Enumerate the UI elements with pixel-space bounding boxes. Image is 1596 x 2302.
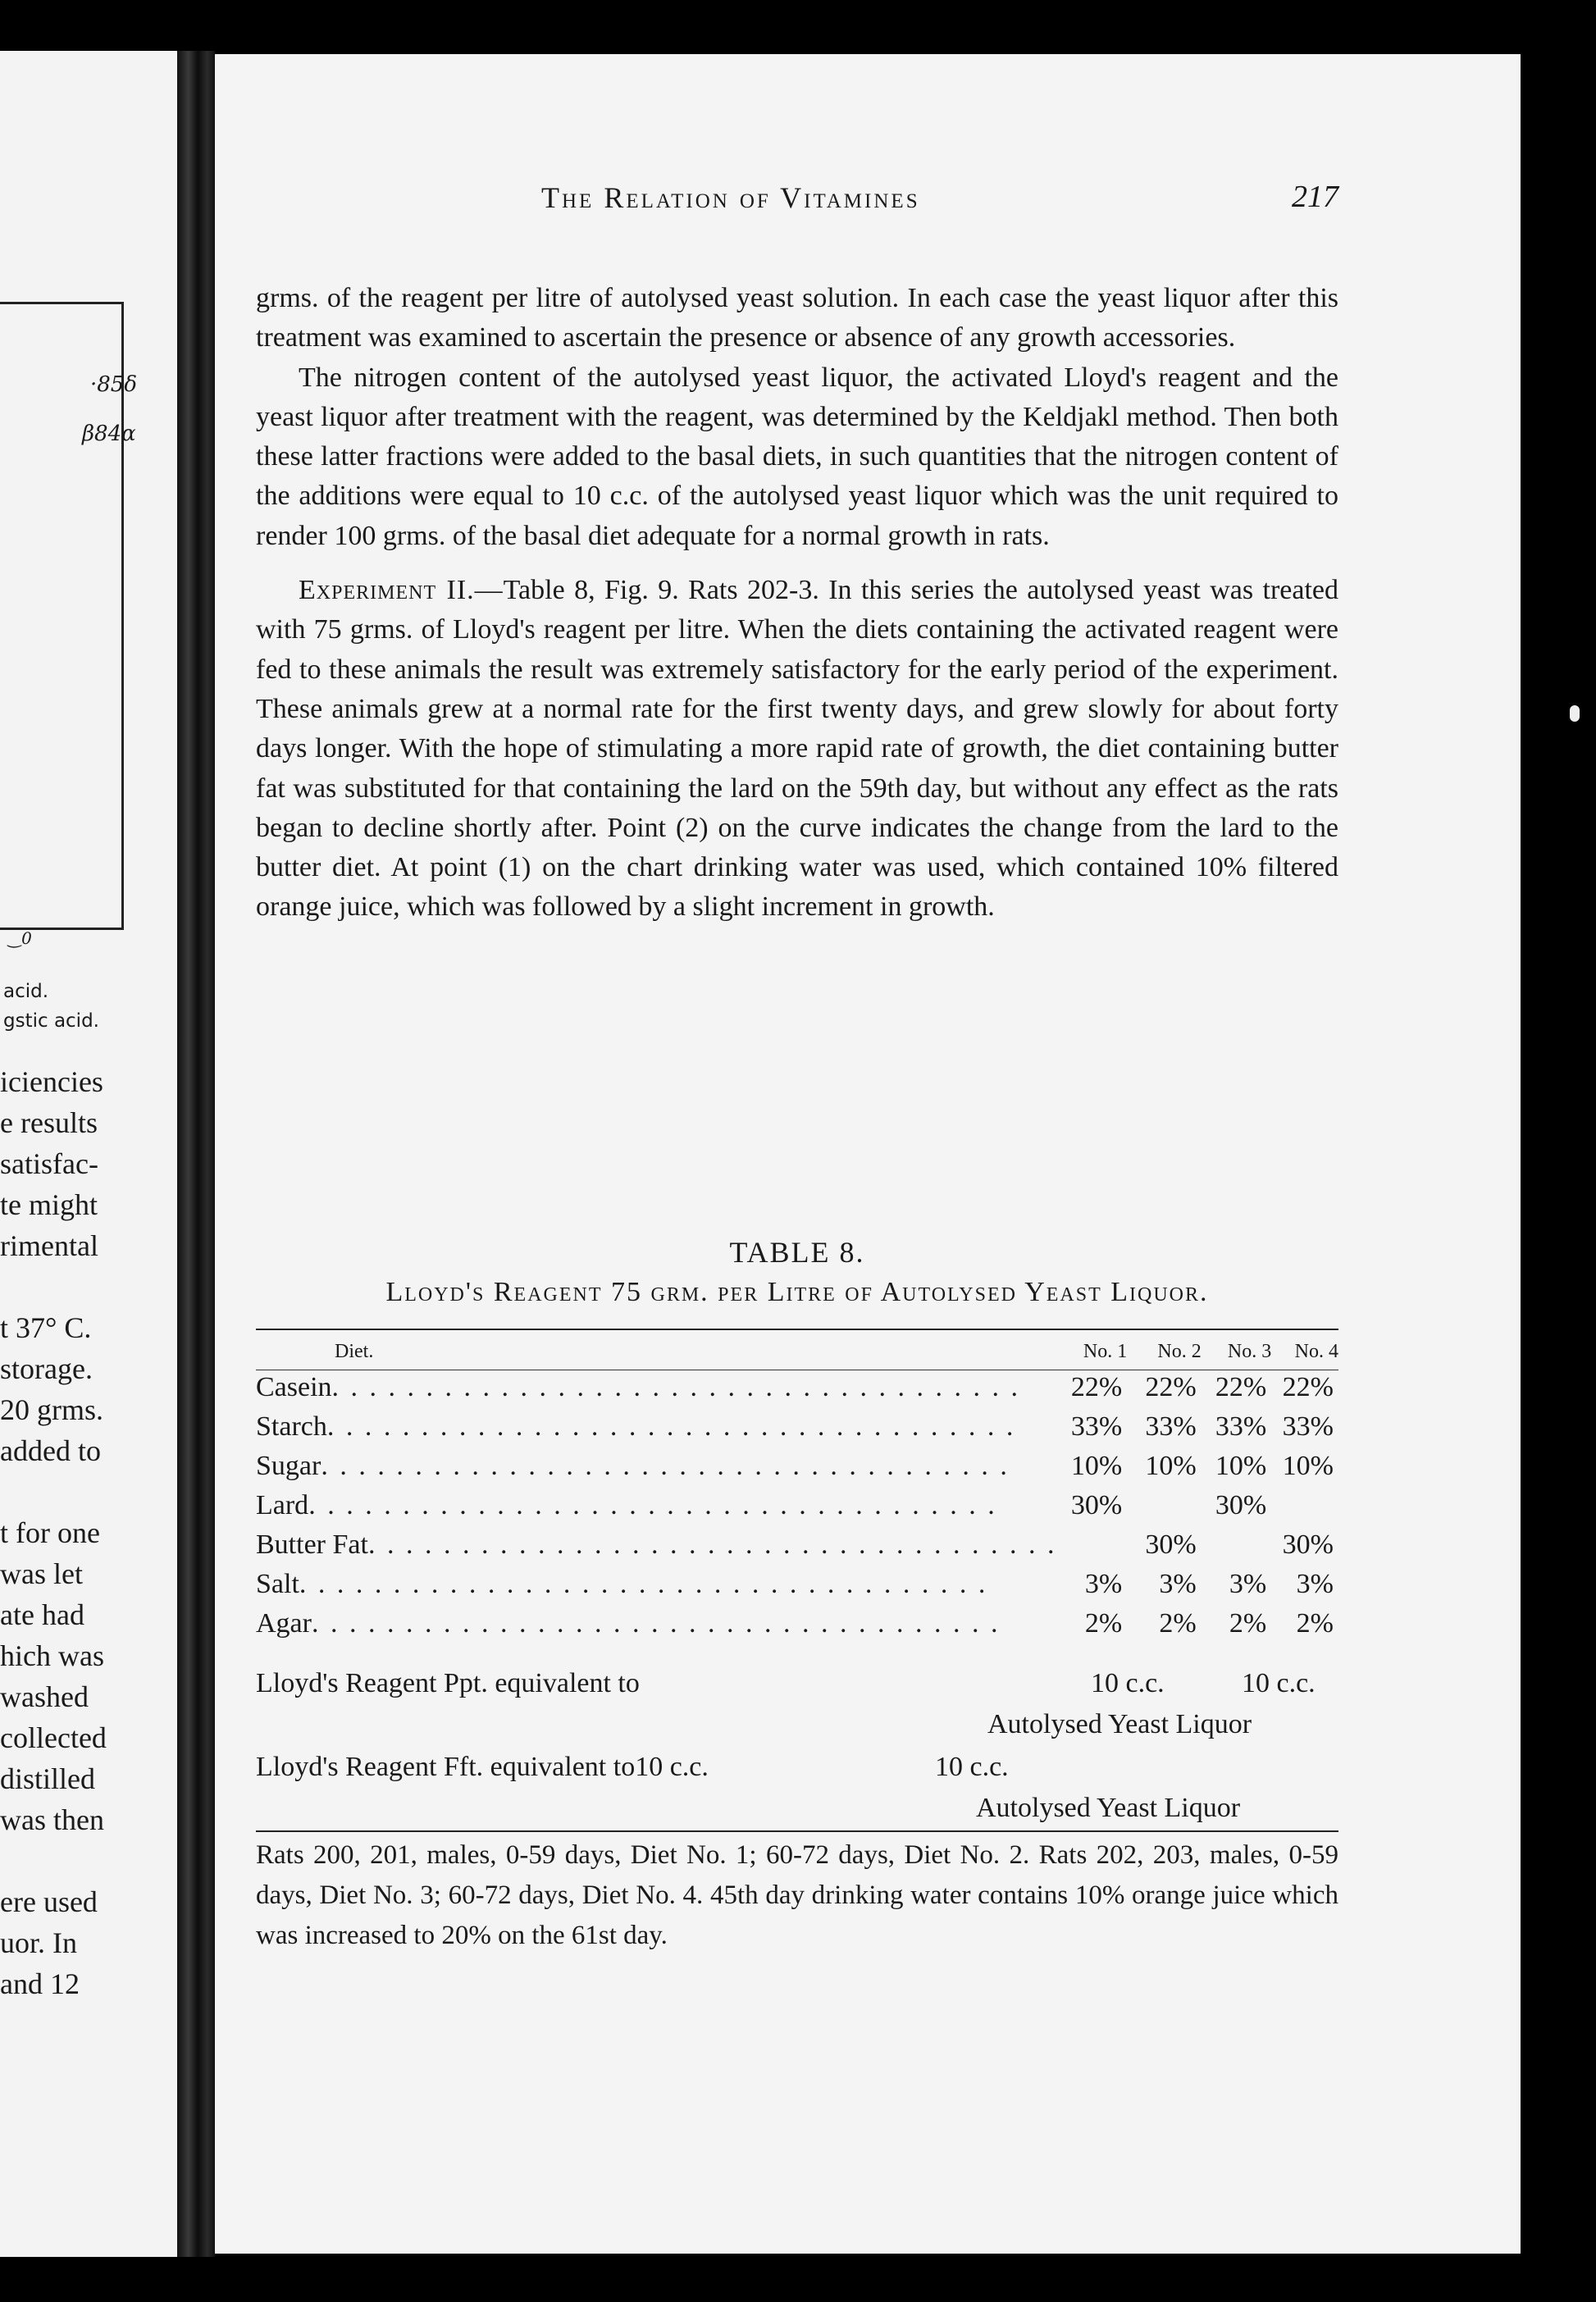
row-label-cell: Butter Fat . . . . . . . . . . . . . . . . . . . . . . . . . . . . . . . . . . . . .: [256, 1529, 1057, 1560]
table-cell: [1127, 1486, 1202, 1525]
margin-mark: [1570, 705, 1580, 722]
table-title: TABLE 8.: [729, 1236, 865, 1269]
table-row: [256, 1604, 1338, 1643]
table-caption: Lloyd's Reagent 75 grm. per Litre of Autolysed Yeast Liquor.: [385, 1277, 1209, 1307]
table-cell: 2%: [1159, 1608, 1197, 1639]
row-label: Salt: [256, 1569, 299, 1599]
table-cell: 10%: [1070, 1451, 1123, 1481]
row-label-cell: Starch . . . . . . . . . . . . . . . . . . . . . . . . . . . . . . . . . . . . .: [256, 1411, 1016, 1442]
row-label: Agar: [256, 1608, 312, 1639]
experiment-heading: Experiment II.—: [299, 575, 504, 606]
table-cell: 22%: [1070, 1372, 1123, 1402]
figure-label: ‿0: [8, 928, 32, 948]
table-cell: 22%: [1145, 1372, 1197, 1402]
paragraph-text: Table 8, Fig. 9. Rats 202-3. In this series the autolysed yeast was treated with 75 grms. of Lloyd's reagent per litre. When the diets containing the activated reagent were fed to these animals the result was extremely satisfactory for the early period of the experiment. These animals grew at a normal rate for the first twenty days, and grew slowly for about forty days longer. With the hope of stimulating a more rapid rate of growth, the diet containing butter fat was substituted for that containing the lard on the 59th day, but without any effect as the rats began to decline shortly after. Point (2) on the curve indicates the change from the lard to the butter diet. At point (1) on the chart drinking water was used, which contained 10% filtered orange juice, which was followed by a slight increment in growth.: [256, 575, 1338, 923]
row-label: Sugar: [256, 1451, 321, 1481]
table-cell: 3%: [1296, 1569, 1334, 1599]
diet-table: [256, 1335, 1338, 1643]
left-page-line: t for one: [0, 1516, 100, 1549]
fft-label: Lloyd's Reagent Fft. equivalent to10 c.c.: [256, 1752, 709, 1782]
left-page-line: iciencies: [0, 1065, 103, 1098]
ppt-label: Lloyd's Reagent Ppt. equivalent to: [256, 1668, 640, 1698]
row-label: Lard: [256, 1490, 309, 1520]
running-title: The Relation of Vitamines: [541, 181, 920, 214]
row-label: Butter Fat: [256, 1529, 368, 1560]
table-bottom-rule: [256, 1830, 1338, 1832]
left-page-line: storage.: [0, 1352, 93, 1385]
table-row: [256, 1368, 1338, 1407]
figure-caption: gstic acid.: [3, 1010, 99, 1032]
running-header: [328, 179, 1338, 228]
row-label-cell: Sugar . . . . . . . . . . . . . . . . . . . . . . . . . . . . . . . . . . . . .: [256, 1451, 1010, 1481]
left-page-line: hich was: [0, 1639, 104, 1672]
page-number: 217: [1292, 180, 1338, 214]
table-row: [256, 1565, 1338, 1604]
table-cell: 22%: [1282, 1372, 1334, 1402]
table-cell: 10%: [1282, 1451, 1334, 1481]
table-cell: 33%: [1145, 1411, 1197, 1442]
table-cell: 22%: [1215, 1372, 1267, 1402]
left-page-line: te might: [0, 1188, 98, 1221]
left-page-line: ere used: [0, 1885, 98, 1918]
body-text: [256, 279, 1338, 928]
table-cell: 33%: [1070, 1411, 1123, 1442]
figure-caption: acid.: [3, 981, 49, 1002]
table-footnote: Rats 200, 201, males, 0-59 days, Diet No. 1; 60-72 days, Diet No. 2. Rats 202, 203, males, 0-59 days, Diet No. 3; 60-72 days, Diet No. 4. 45th day drinking water contains 10% orange juice which was increased to 20% on the 61st day.: [256, 1840, 1338, 1950]
left-page-line: distilled: [0, 1762, 95, 1795]
table-row: [256, 1525, 1338, 1565]
row-label: Starch: [256, 1411, 327, 1442]
row-label-cell: Salt . . . . . . . . . . . . . . . . . . . . . . . . . . . . . . . . . . . . .: [256, 1569, 988, 1599]
left-page-line: satisfac-: [0, 1147, 98, 1180]
book-spine: [177, 51, 215, 2257]
row-label: Casein: [256, 1372, 332, 1402]
left-page-line: uor. In: [0, 1926, 77, 1959]
left-page-line: e results: [0, 1106, 98, 1139]
left-page-line: added to: [0, 1434, 101, 1467]
left-page-line: rimental: [0, 1229, 98, 1262]
table-cell: 33%: [1282, 1411, 1334, 1442]
column-header: No. 1: [1083, 1340, 1128, 1362]
fft-value: 10 c.c.: [935, 1752, 1009, 1782]
left-page-line: washed: [0, 1680, 89, 1713]
paragraph: [256, 571, 1338, 928]
table-cell: 3%: [1229, 1569, 1267, 1599]
table-cell: 30%: [1070, 1490, 1123, 1520]
row-label-cell: Lard . . . . . . . . . . . . . . . . . . . . . . . . . . . . . . . . . . . . .: [256, 1490, 997, 1520]
table-row: [256, 1447, 1338, 1486]
table-cell: 33%: [1215, 1411, 1267, 1442]
table-cell: [1271, 1486, 1338, 1525]
table-row: [256, 1407, 1338, 1447]
column-header: No. 3: [1227, 1340, 1272, 1362]
table-cell: 10%: [1145, 1451, 1197, 1481]
table-cell: 3%: [1084, 1569, 1123, 1599]
fft-autolysed-label: Autolysed Yeast Liquor: [976, 1793, 1241, 1823]
figure-label: β84α: [82, 422, 136, 446]
table-header-row: [256, 1335, 1338, 1368]
ppt-value-4: 10 c.c.: [1242, 1668, 1316, 1698]
table-cell: 30%: [1145, 1529, 1197, 1560]
left-page-line: ate had: [0, 1598, 84, 1631]
left-page-line: was then: [0, 1803, 104, 1836]
table-cell: 2%: [1296, 1608, 1334, 1639]
table-cell: 3%: [1159, 1569, 1197, 1599]
table-top-rule: [256, 1329, 1338, 1330]
left-page-line: and 12: [0, 1967, 80, 2000]
left-page-fragment: [0, 51, 187, 2257]
figure-label: ·85δ: [90, 372, 138, 397]
table-cell: 2%: [1084, 1608, 1123, 1639]
paragraph: grms. of the reagent per litre of autolysed yeast solution. In each case the yeast liquor after this treatment was examined to ascertain the presence or absence of any growth accessories.: [256, 283, 1338, 353]
left-page-line: t 37° C.: [0, 1311, 92, 1344]
column-header: No. 4: [1294, 1340, 1338, 1362]
table-cell: [1202, 1525, 1271, 1565]
table-cell: 10%: [1215, 1451, 1267, 1481]
left-page-line: 20 grms.: [0, 1393, 103, 1426]
left-page-line: collected: [0, 1721, 107, 1754]
left-page-line: was let: [0, 1557, 83, 1590]
ppt-autolysed-label: Autolysed Yeast Liquor: [987, 1709, 1252, 1739]
column-header: Diet.: [335, 1340, 374, 1362]
row-label-cell: Casein . . . . . . . . . . . . . . . . . . . . . . . . . . . . . . . . . . . . .: [256, 1372, 1021, 1402]
row-label-cell: Agar . . . . . . . . . . . . . . . . . . . . . . . . . . . . . . . . . . . . .: [256, 1608, 1001, 1639]
table-cell: [1056, 1525, 1127, 1565]
table-row: [256, 1486, 1338, 1525]
ppt-value-3: 10 c.c.: [1091, 1668, 1165, 1698]
paragraph: The nitrogen content of the autolysed yeast liquor, the activated Lloyd's reagent and the yeast liquor after treatment with the reagent, was determined by the Keldjakl method. Then both these latter fractions were added to the basal diets, in such quantities that the nitrogen content of the additions were equal to 10 c.c. of the autolysed yeast liquor which was the unit required to render 100 grms. of the basal diet adequate for a normal growth in rats.: [256, 362, 1338, 551]
table-cell: 30%: [1215, 1490, 1267, 1520]
table-cell: 30%: [1282, 1529, 1334, 1560]
column-header: No. 2: [1157, 1340, 1202, 1362]
table-cell: 2%: [1229, 1608, 1267, 1639]
